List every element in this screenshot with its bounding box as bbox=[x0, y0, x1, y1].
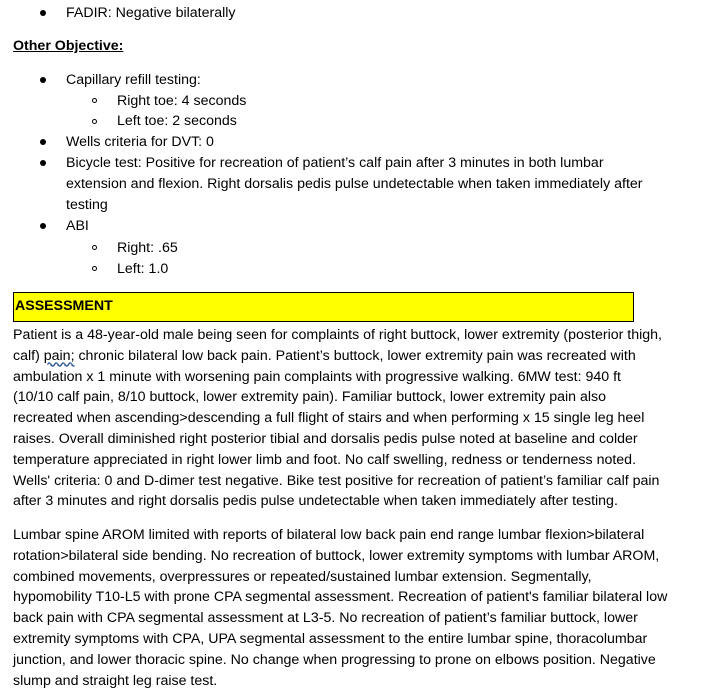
paragraph-line: rotation>bilateral side bending. No recreation of buttock, lower extremity symptoms with lumbar AROM, bbox=[13, 547, 660, 564]
paragraph-line bbox=[13, 346, 703, 367]
bicycle-test-line: Bicycle test: Positive for recreation of patient’s calf pain after 3 minutes in both lumbar bbox=[66, 155, 604, 171]
paragraph-line: junction, and lower thoracic spine. No change when progressing to prone on elbows position. Negative bbox=[13, 651, 656, 668]
circle-bullet-icon bbox=[92, 98, 97, 103]
paragraph-line: Wells' criteria: 0 and D-dimer test negative. Bike test positive for recreation of patient’s familiar calf pain bbox=[13, 472, 660, 489]
abi-left-item: Left: 1.0 bbox=[117, 261, 169, 277]
bicycle-test-line: extension and flexion. Right dorsalis pedis pulse undetectable when taken immediately after bbox=[66, 176, 643, 192]
assessment-paragraph-1 bbox=[13, 325, 703, 512]
paragraph-line: recreated when ascending>descending a full flight of stairs and when performing x 15 single leg heel bbox=[13, 410, 645, 427]
bullet-icon bbox=[40, 10, 46, 16]
bullet-icon bbox=[40, 160, 46, 166]
paragraph-line: temperature appreciated in right lower limb and foot. No calf swelling, redness or tenderness noted. bbox=[13, 451, 637, 468]
bullet-icon bbox=[40, 139, 46, 145]
paragraph-line: (10/10 calf pain, 8/10 buttock, lower extremity pain). Familiar buttock, lower extremity pain also bbox=[13, 389, 606, 406]
line-segment: chronic bilateral low back pain. Patient’s buttock, lower extremity pain was recreated with bbox=[74, 347, 636, 364]
capillary-refill-item: Capillary refill testing: bbox=[66, 72, 201, 88]
paragraph-line: Patient is a 48-year-old male being seen for complaints of right buttock, lower extremity (posterior thigh, bbox=[13, 327, 662, 343]
circle-bullet-icon bbox=[92, 266, 97, 271]
left-toe-item: Left toe: 2 seconds bbox=[117, 113, 237, 129]
paragraph-line: back pain with CPA segmental assessment at L3-5. No recreation of patient’s familiar buttock, lower bbox=[13, 610, 638, 627]
paragraph-line: ambulation x 1 minute with worsening pain complaints with progressive walking. 6MW test: 940 ft bbox=[13, 368, 621, 385]
paragraph-line: hypomobility T10-L5 with prone CPA segmental assessment. Recreation of patient's familiar bilateral low bbox=[13, 589, 668, 606]
bullet-icon bbox=[40, 223, 46, 229]
paragraph-line: raises. Overall diminished right posterior tibial and dorsalis pedis pulse noted at baseline and colder bbox=[13, 430, 638, 447]
right-toe-item: Right toe: 4 seconds bbox=[117, 93, 247, 109]
bicycle-test-line: testing bbox=[66, 197, 108, 213]
paragraph-line: combined movements, overpressures or repeated/sustained lumbar extension. Segmentally, bbox=[13, 568, 592, 585]
circle-bullet-icon bbox=[92, 245, 97, 250]
assessment-heading: ASSESSMENT bbox=[15, 298, 113, 314]
paragraph-line: extremity symptoms with CPA, UPA segmental assessment to the entire lumbar spine, thoracolumbar bbox=[13, 630, 648, 647]
circle-bullet-icon bbox=[92, 119, 97, 124]
assessment-heading-box bbox=[13, 292, 634, 322]
line-segment: calf) bbox=[13, 347, 44, 364]
paragraph-line: after 3 minutes and right dorsalis pedis pulse undetectable when taken immediately after testing. bbox=[13, 493, 618, 510]
paragraph-line: Lumbar spine AROM limited with reports of bilateral low back pain end range lumbar flexion>bilateral bbox=[13, 527, 645, 543]
abi-right-item: Right: .65 bbox=[117, 240, 178, 256]
bullet-icon bbox=[40, 77, 46, 83]
paragraph-line: slump and straight leg raise test. bbox=[13, 672, 218, 689]
other-objective-heading: Other Objective: bbox=[13, 38, 124, 54]
fadir-item: FADIR: Negative bilaterally bbox=[66, 5, 236, 21]
abi-item: ABI bbox=[66, 218, 89, 234]
assessment-paragraph-2 bbox=[13, 525, 703, 691]
grammar-flagged-word[interactable]: pain; bbox=[43, 347, 75, 364]
wells-criteria-item: Wells criteria for DVT: 0 bbox=[66, 134, 214, 150]
